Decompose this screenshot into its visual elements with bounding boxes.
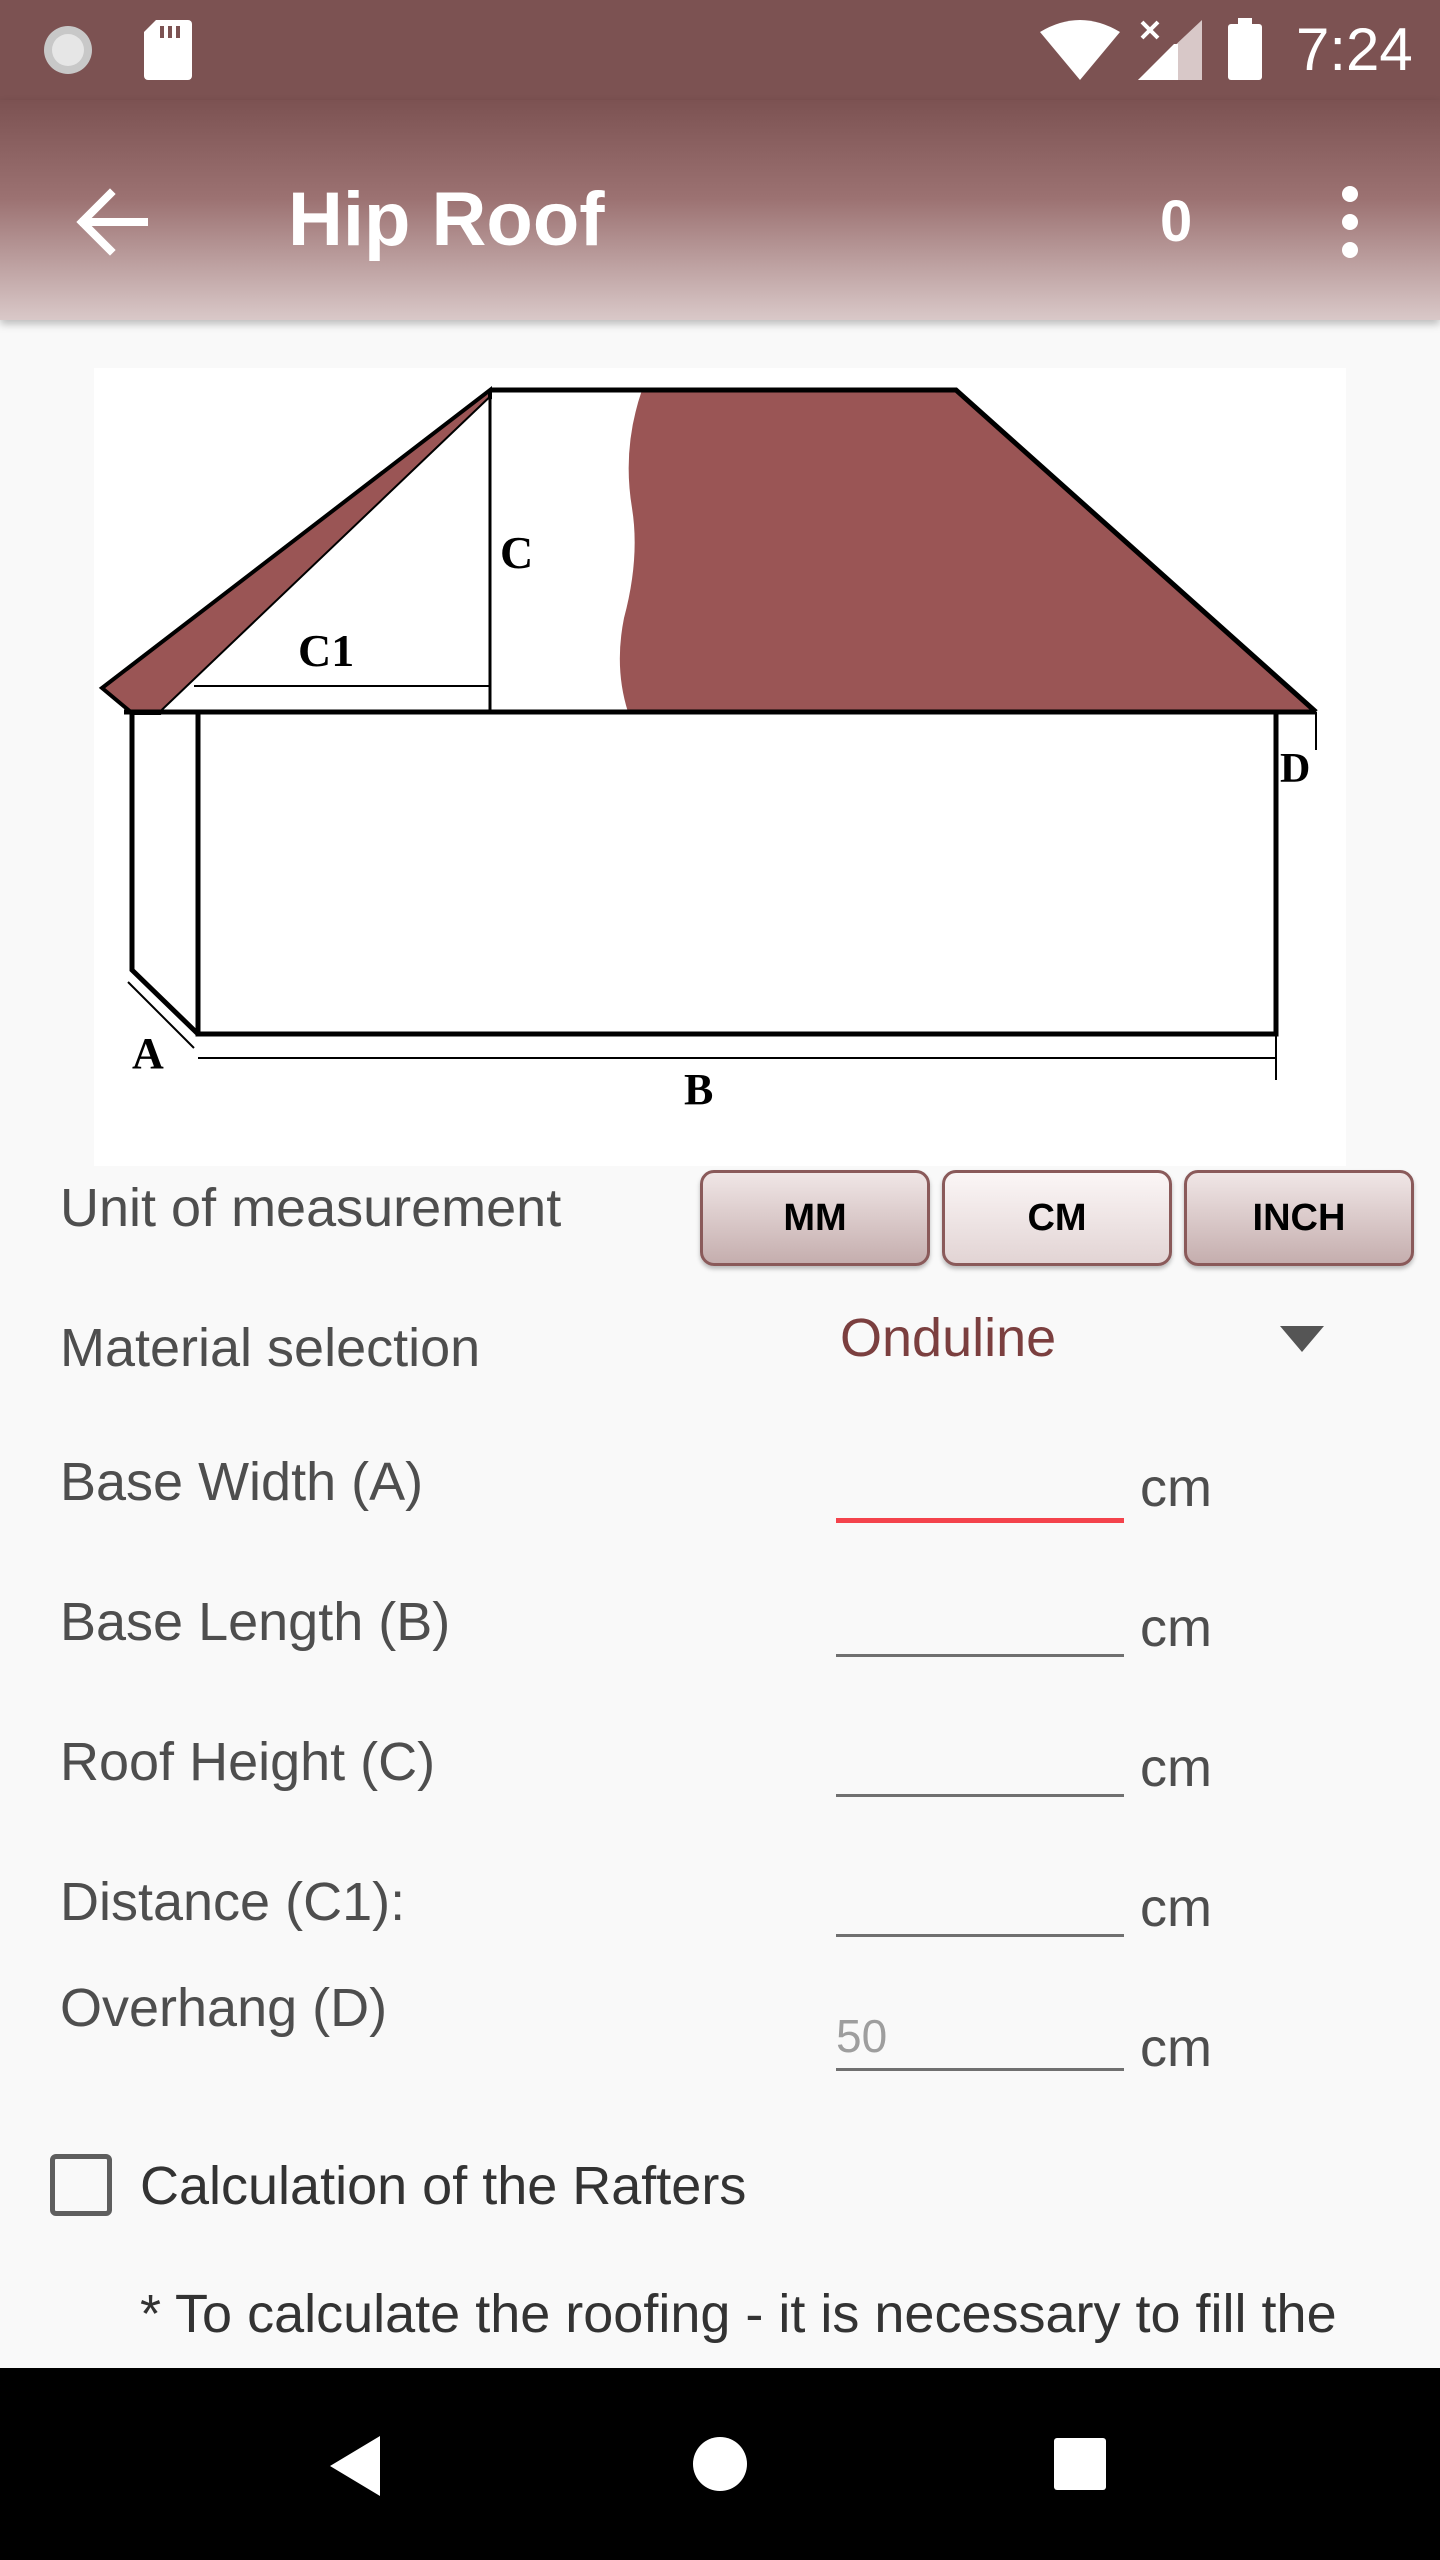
roof-height-input[interactable]: [836, 1730, 1124, 1797]
nav-home-icon[interactable]: [692, 2436, 748, 2492]
label-c: C: [500, 527, 534, 578]
label-b: B: [684, 1065, 714, 1114]
base-width-unit: cm: [1140, 1458, 1212, 1518]
rafters-checkbox-label[interactable]: Calculation of the Rafters: [140, 2156, 747, 2216]
overhang-label: Overhang (D): [60, 1978, 388, 2038]
distance-c1-label: Distance (C1):: [60, 1872, 406, 1932]
distance-c1-unit: cm: [1140, 1878, 1212, 1938]
base-width-input[interactable]: [836, 1454, 1124, 1523]
sync-icon: [40, 22, 96, 78]
signal-icon: [1138, 20, 1202, 80]
back-arrow-icon[interactable]: [70, 180, 154, 264]
dropdown-arrow-icon[interactable]: [1280, 1326, 1324, 1352]
overflow-menu-icon[interactable]: [1330, 172, 1370, 272]
roof-illustration: [94, 368, 1346, 1166]
base-length-unit: cm: [1140, 1598, 1212, 1658]
unit-cm-button[interactable]: CM: [942, 1170, 1172, 1266]
roof-height-label: Roof Height (C): [60, 1732, 436, 1792]
overhang-unit: cm: [1140, 2018, 1212, 2078]
unit-mm-button[interactable]: MM: [700, 1170, 930, 1266]
page-title: Hip Roof: [288, 177, 605, 262]
material-dropdown[interactable]: Onduline: [840, 1308, 1057, 1368]
hip-roof-diagram: [94, 368, 1346, 1166]
nav-back-icon[interactable]: [330, 2436, 390, 2496]
label-a: A: [132, 1029, 164, 1078]
distance-c1-input[interactable]: [836, 1870, 1124, 1937]
label-d: D: [1280, 746, 1311, 792]
roof-height-unit: cm: [1140, 1738, 1212, 1798]
status-bar: [0, 0, 1440, 100]
base-length-input[interactable]: [836, 1590, 1124, 1657]
clock: 7:24: [1296, 16, 1413, 83]
app-bar: [0, 100, 1440, 320]
rafters-checkbox[interactable]: [50, 2154, 112, 2216]
nav-recents-icon[interactable]: [1054, 2438, 1106, 2490]
counter-badge[interactable]: 0: [1160, 189, 1193, 254]
base-width-label: Base Width (A): [60, 1452, 424, 1512]
overhang-input[interactable]: 50: [836, 2004, 1124, 2071]
label-c1: C1: [298, 625, 355, 676]
material-selection-label: Material selection: [60, 1318, 481, 1378]
base-length-label: Base Length (B): [60, 1592, 451, 1652]
battery-icon: [1228, 18, 1262, 80]
sd-card-icon: [144, 20, 192, 80]
unit-inch-button[interactable]: INCH: [1184, 1170, 1414, 1266]
roofing-note: * To calculate the roofing - it is necessary to fill the: [140, 2284, 1337, 2344]
unit-of-measurement-label: Unit of measurement: [60, 1178, 562, 1238]
wifi-icon: [1040, 20, 1120, 80]
